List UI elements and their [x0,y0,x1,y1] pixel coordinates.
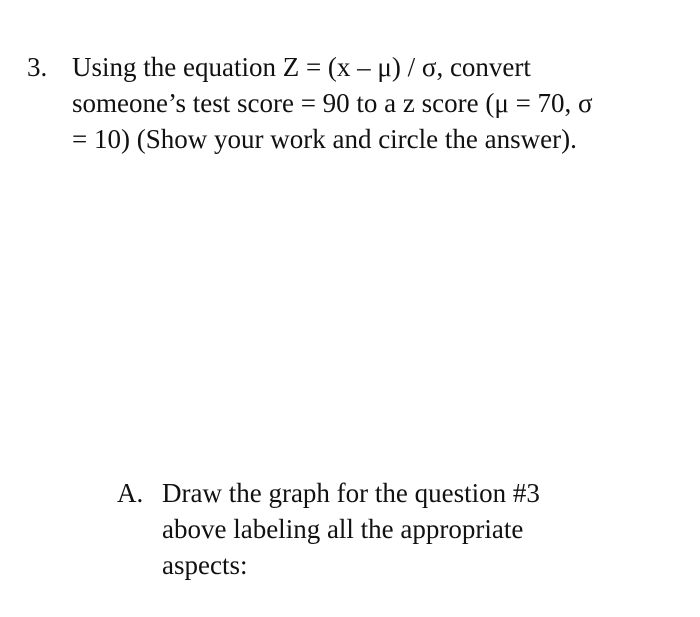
question-line-3: = 10) (Show your work and circle the answer). [72,124,577,154]
question-line-1: Using the equation Z = (x – μ) / σ, convert [72,52,531,82]
sub-question-letter: A. [117,478,144,508]
sub-question-line-3: aspects: [162,550,248,580]
question-line-2: someone’s test score = 90 to a z score (μ = 70, σ [72,88,593,118]
question-number: 3. [27,52,48,82]
sub-question-line-1: Draw the graph for the question #3 [162,478,540,508]
sub-question-text [162,475,662,583]
question-text [72,49,672,157]
sub-question-line-2: above labeling all the appropriate [162,514,524,544]
